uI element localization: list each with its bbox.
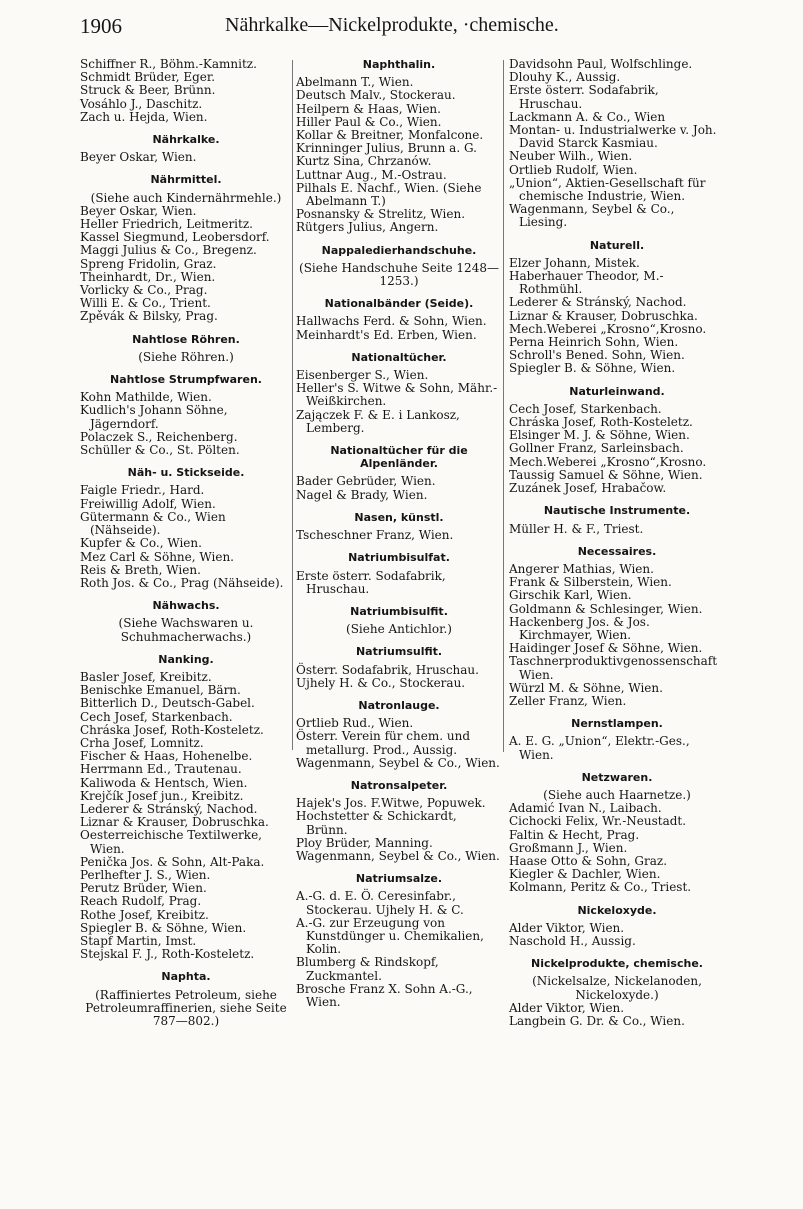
directory-entry: Luttnar Aug., M.-Ostrau. [296,167,447,182]
directory-entry: Rothe Josef, Kreibitz. [80,907,209,922]
directory-entry: Mech.Weberei „Krosno“,Krosno. [509,321,707,336]
directory-entry: Schroll's Bened. Sohn, Wien. [509,348,685,363]
column-3 [509,58,725,1028]
directory-entry: Adamić Ivan N., Laibach. [509,801,662,816]
directory-entry: Liznar & Krauser, Dobruschka. [80,815,269,830]
column-2 [296,58,502,1009]
directory-entry: Hochstetter & Schickardt, Brünn. [296,809,457,837]
directory-entry: Angerer Mathias, Wien. [509,561,654,576]
directory-entry: Dlouhy K., Aussig. [509,70,621,85]
directory-entry: Lederer & Stránský, Nachod. [80,801,258,816]
directory-entry: Vosáhlo J., Daschitz. [80,96,203,111]
section-heading: Nationalbänder (Seide). [324,297,474,311]
directory-entry: Goldmann & Schlesinger, Wien. [509,601,703,616]
directory-entry: Hackenberg Jos. & Jos. Kirchmayer, Wien. [509,614,650,642]
section-heading: Natriumbisulfit. [350,604,448,618]
directory-entry: Gollner Franz, Sarleinsbach. [509,441,684,456]
directory-entry: Theinhardt, Dr., Wien. [80,269,216,284]
directory-entry: „Union“, Aktien-Gesellschaft für chemische Industrie, Wien. [509,175,706,204]
directory-entry: Beyer Oskar, Wien. [80,203,197,218]
directory-entry: Oesterreichische Textilwerke, Wien. [80,828,262,856]
cross-reference-note: (Siehe Handschuhe Seite 1248—1253.) [299,260,499,289]
directory-entry: Meinhardt's Ed. Erben, Wien. [296,327,477,342]
directory-entry: Tscheschner Franz, Wien. [296,528,454,543]
directory-entry: Gütermann & Co., Wien (Nähseide). [80,509,226,538]
directory-entry: Mech.Weberei „Krosno“,Krosno. [509,454,707,469]
section-heading: Nappaledierhandschuhe. [321,243,477,257]
directory-entry: Eisenberger S., Wien. [296,368,429,383]
directory-entry: Pilhals E. Nachf., Wien. (Siehe Abelmann T.) [296,180,482,209]
directory-entry: Kurtz Sina, Chrzanów. [296,154,432,169]
directory-entry: Zpěvák & Bilsky, Prag. [80,309,218,324]
directory-entry: Blumberg & Rindskopf, Zuckmantel. [296,955,439,983]
directory-entry: Struck & Beer, Brünn. [80,83,216,98]
directory-entry: Perutz Brüder, Wien. [80,881,207,896]
directory-entry: Beyer Oskar, Wien. [80,150,197,165]
directory-entry: Kudlich's Johann Söhne, Jägerndorf. [80,403,228,431]
directory-entry: Hallwachs Ferd. & Sohn, Wien. [296,314,487,329]
directory-entry: Montan- u. Industrialwerke v. Joh. David Starck Kasmiau. [509,123,717,151]
section-heading: Natriumsalze. [355,872,443,886]
directory-entry: Stejskal F. J., Roth-Kosteletz. [80,947,255,962]
directory-entry: Ortlieb Rud., Wien. [296,716,414,731]
directory-entry: Haberhauer Theodor, M.-Rothmühl. [509,269,664,297]
directory-entry: Schüller & Co., St. Pölten. [80,443,240,458]
directory-entry: Deutsch Malv., Stockerau. [296,88,456,103]
directory-entry: Heller's S. Witwe & Sohn, Mähr.-Weißkirchen. [296,381,498,409]
directory-entry: Neuber Wilh., Wien. [509,149,633,164]
section-heading: Nernstlampen. [571,717,663,731]
directory-entry: Cichocki Felix, Wr.-Neustadt. [509,814,687,829]
page-header [80,14,730,44]
column-1 [80,58,292,1028]
directory-entry: Lederer & Stránský, Nachod. [509,295,687,310]
section-heading: Natriumsulfit. [355,645,443,659]
directory-entry: Reis & Breth, Wien. [80,562,201,577]
directory-entry: Willi E. & Co., Trient. [80,296,211,311]
section-heading: Natronlauge. [358,698,440,712]
cross-reference-note: (Siehe Antichlor.) [346,622,452,637]
directory-entry: Spiegler B. & Söhne, Wien. [509,361,676,376]
directory-entry: Basler Josef, Kreibitz. [80,669,212,684]
directory-entry: Chráska Josef, Roth-Kosteletz. [80,722,264,737]
directory-entry: Haase Otto & Sohn, Graz. [509,853,668,868]
directory-entry: Erste österr. Sodafabrik, Hruschau. [296,568,446,596]
directory-entry: Kaliwoda & Hentsch, Wien. [80,775,248,790]
cross-reference-note: (Siehe Wachswaren u. Schuhmacherwachs.) [118,616,254,644]
directory-entry: Zuzánek Josef, Hrabačow. [509,481,667,496]
directory-entry: Kohn Mathilde, Wien. [80,390,212,405]
directory-entry: Erste österr. Sodafabrik, Hruschau. [509,83,659,111]
section-heading: Naturell. [589,238,645,252]
section-heading: Nasen, künstl. [354,510,444,524]
directory-entry: Österr. Verein für chem. und metallurg. Prod., Aussig. [296,729,471,757]
cross-reference-note: (Siehe Röhren.) [138,349,234,364]
directory-entry: Fischer & Haas, Hohenelbe. [80,749,253,764]
directory-entry: Cech Josef, Starkenbach. [509,401,662,416]
directory-entry: Mez Carl & Söhne, Wien. [80,549,234,564]
directory-entry: Ploy Brüder, Manning. [296,835,433,850]
section-heading: Nanking. [158,652,214,666]
directory-entry: Polaczek S., Reichenberg. [80,429,238,444]
directory-entry: Kassel Siegmund, Leobersdorf. [80,230,270,245]
directory-entry: Zach u. Hejda, Wien. [80,109,208,124]
directory-entry: Crha Josef, Lomnitz. [80,735,204,750]
directory-entry: Bitterlich D., Deutsch-Gabel. [80,696,255,711]
directory-entry: Chráska Josef, Roth-Kosteletz. [509,415,693,430]
directory-entry: Spreng Fridolin, Graz. [80,256,217,271]
directory-entry: Österr. Sodafabrik, Hruschau. [296,662,479,677]
section-heading: Necessaires. [577,544,657,558]
directory-entry: Würzl M. & Söhne, Wien. [509,680,663,695]
section-heading: Naphta. [161,970,211,984]
cross-reference-note: (Nickelsalze, Nickelanoden, Nickeloxyde.) [532,974,702,1002]
cross-reference-note: (Siehe auch Haarnetze.) [543,787,691,802]
directory-entry: Krinninger Julius, Brunn a. G. [296,141,477,156]
section-heading: Nickelprodukte, chemische. [531,957,703,971]
section-heading: Nährkalke. [152,133,220,147]
directory-entry: Kiegler & Dachler, Wien. [509,867,661,882]
directory-entry: Stapf Martin, Imst. [80,933,197,948]
directory-entry: Faltin & Hecht, Prag. [509,827,640,842]
cross-reference-note: (Raffiniertes Petroleum, siehe Petroleumraffinerien, siehe Seite 787—802.) [85,987,287,1028]
directory-entry: Faigle Friedr., Hard. [80,483,205,498]
directory-entry: Zajączek F. & E. i Lankosz, Lemberg. [296,407,460,435]
directory-entry: Großmann J., Wien. [509,840,628,855]
directory-entry: Wagenmann, Seybel & Co., Wien. [296,848,500,863]
directory-entry: Elsinger M. J. & Söhne, Wien. [509,428,690,443]
directory-entry: Langbein G. Dr. & Co., Wien. [509,1014,685,1028]
directory-entry: Nagel & Brady, Wien. [296,487,428,502]
section-heading: Nahtlose Röhren. [132,332,240,346]
directory-entry: Schiffner R., Böhm.-Kamnitz. [80,57,257,71]
section-heading: Nationaltücher. [351,350,447,364]
column-divider [503,60,504,752]
directory-entry: Kupfer & Co., Wien. [80,536,202,551]
directory-entry: Wagenmann, Seybel & Co., Liesing. [509,202,675,230]
running-title: Nährkalke—Nickelprodukte, ·chemische. [225,14,559,36]
section-heading: Nährmittel. [150,173,222,187]
directory-entry: Kolmann, Peritz & Co., Triest. [509,880,692,895]
directory-entry: Penička Jos. & Sohn, Alt-Paka. [80,854,265,869]
directory-entry: Heilpern & Haas, Wien. [296,101,441,116]
directory-entry: Abelmann T., Wien. [296,75,414,90]
directory-entry: Reach Rudolf, Prag. [80,894,202,909]
directory-entry: Girschik Karl, Wien. [509,588,632,603]
directory-entry: Müller H. & F., Triest. [509,521,644,536]
directory-entry: Rütgers Julius, Angern. [296,220,439,235]
section-heading: Naphthalin. [362,58,436,71]
directory-entry: Naschold H., Aussig. [509,933,636,948]
section-heading: Näh- u. Stickseide. [127,466,245,480]
directory-entry: A. E. G. „Union“, Elektr.-Ges., Wien. [509,734,690,762]
column-divider [292,60,293,750]
directory-entry: Kollar & Breitner, Monfalcone. [296,128,484,143]
directory-entry: A.-G. zur Erzeugung von Kunstdünger u. Chemikalien, Kolin. [296,915,484,957]
section-heading: Nationaltücher für die Alpenländer. [330,444,468,471]
directory-entry: Elzer Johann, Mistek. [509,255,640,270]
section-heading: Nahtlose Strumpfwaren. [110,373,262,387]
directory-entry: Vorlicky & Co., Prag. [80,283,208,298]
directory-entry: Benischke Emanuel, Bärn. [80,683,241,698]
directory-entry: Alder Viktor, Wien. [509,920,625,935]
directory-entry: A.-G. d. E. Ö. Ceresinfabr., Stockerau. Ujhely H. & C. [296,889,464,917]
directory-entry: Herrmann Ed., Trautenau. [80,762,242,777]
directory-entry: Taussig Samuel & Söhne, Wien. [509,467,703,482]
cross-reference-note: (Siehe auch Kindernährmehle.) [90,190,282,205]
directory-entry: Perna Heinrich Sohn, Wien. [509,335,679,350]
directory-entry: Bader Gebrüder, Wien. [296,474,436,489]
directory-entry: Posnansky & Strelitz, Wien. [296,207,466,222]
directory-entry: Davidsohn Paul, Wolfschlinge. [509,57,693,71]
directory-entry: Perlhefter J. S., Wien. [80,867,211,882]
directory-entry: Lackmann A. & Co., Wien [509,109,666,124]
directory-entry: Hajek's Jos. F.Witwe, Popuwek. [296,796,486,811]
page-number: 1906 [80,14,122,38]
directory-entry: Heller Friedrich, Leitmeritz. [80,217,253,232]
directory-entry: Freiwillig Adolf, Wien. [80,496,216,511]
directory-entry: Schmidt Brüder, Eger. [80,70,216,85]
section-heading: Netzwaren. [581,770,653,784]
directory-entry: Krejčík Josef jun., Kreibitz. [80,788,244,803]
directory-entry: Taschnerproduktivgenossenschaft Wien. [509,654,718,682]
directory-entry: Hiller Paul & Co., Wien. [296,114,442,129]
directory-entry: Brosche Franz X. Sohn A.-G., Wien. [296,981,473,1009]
section-heading: Nähwachs. [152,599,220,613]
directory-entry: Zeller Franz, Wien. [509,693,627,708]
directory-entry: Frank & Silberstein, Wien. [509,575,672,590]
directory-entry: Ortlieb Rudolf, Wien. [509,162,638,177]
section-heading: Naturleinwand. [569,384,665,398]
directory-entry: Ujhely H. & Co., Stockerau. [296,675,466,690]
directory-entry: Cech Josef, Starkenbach. [80,709,233,724]
directory-entry: Maggi Julius & Co., Bregenz. [80,243,257,258]
section-heading: Nautische Instrumente. [543,504,691,518]
section-heading: Natronsalpeter. [350,778,448,792]
directory-entry: Alder Viktor, Wien. [509,1000,625,1015]
section-heading: Nickeloxyde. [577,903,657,917]
directory-entry: Liznar & Krauser, Dobruschka. [509,308,698,323]
directory-entry: Spiegler B. & Söhne, Wien. [80,920,247,935]
section-heading: Natriumbisulfat. [348,551,450,565]
directory-entry: Wagenmann, Seybel & Co., Wien. [296,755,500,770]
directory-entry: Haidinger Josef & Söhne, Wien. [509,641,703,656]
directory-entry: Roth Jos. & Co., Prag (Nähseide). [80,575,284,590]
